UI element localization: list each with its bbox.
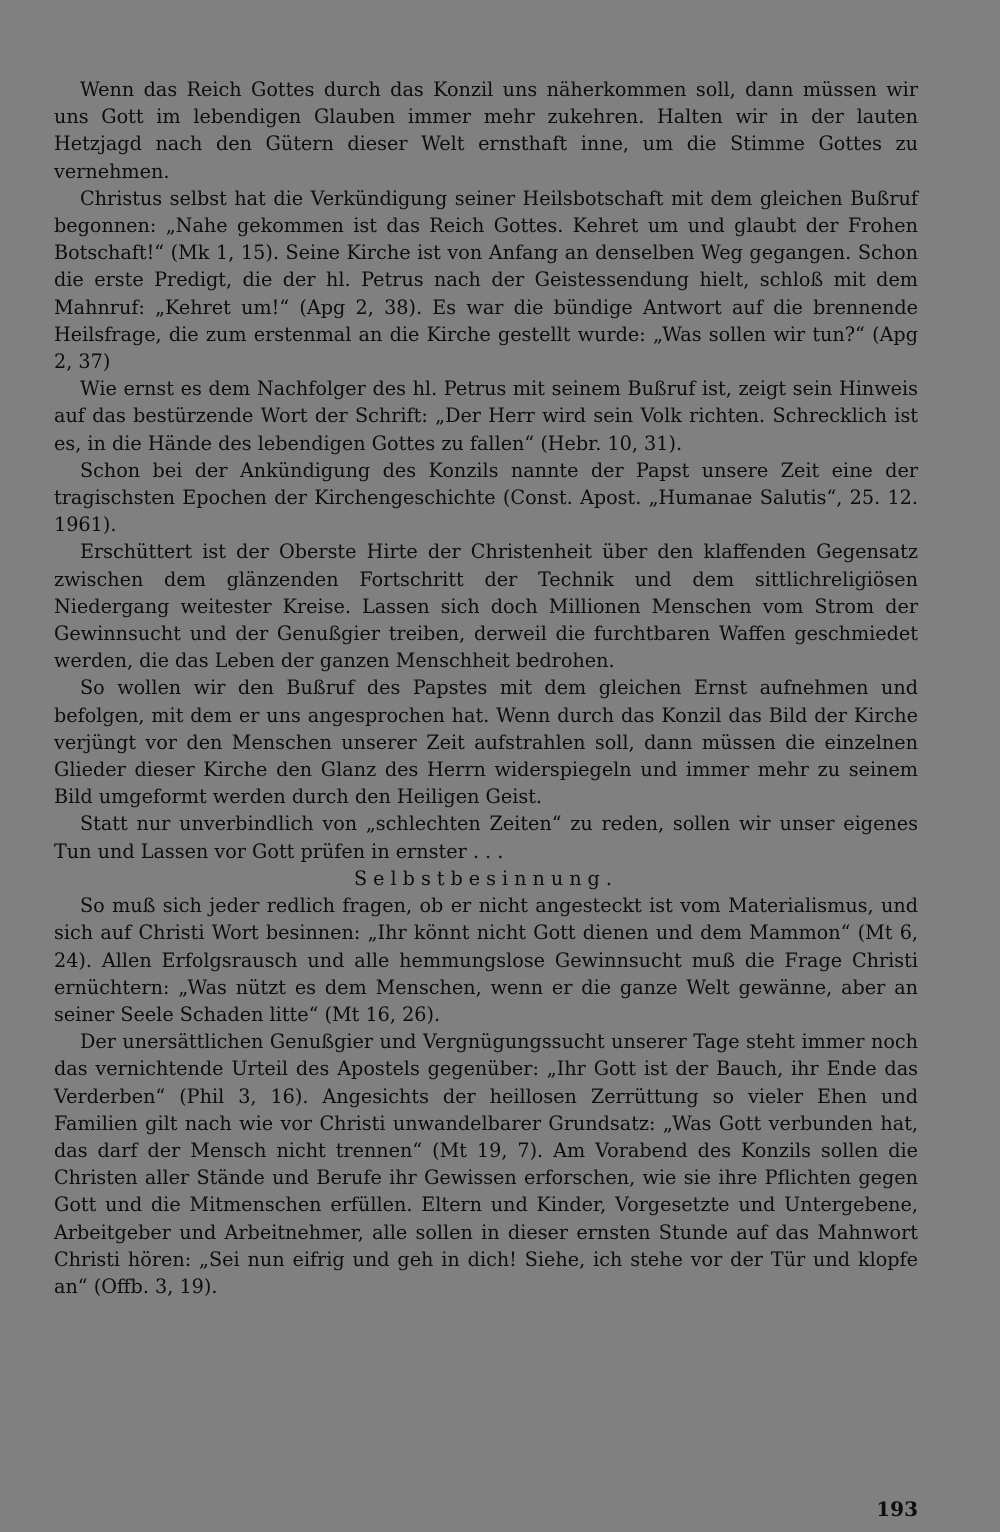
paragraph: So muß sich jeder redlich fragen, ob er nicht angesteckt ist vom Materialismus, und sich auf Christi Wort besinnen: „Ihr könnt nicht Gott dienen und dem Mammon“ (Mt 6, 24). Allen Erfolgsrausch und alle hemmungslose Gewinnsucht muß die Frage Christi ernüchtern: „Was nützt es dem Menschen, wenn er die ganze Welt gewänne, aber an seiner Seele Schaden litte“ (Mt 16, 26). [54, 894, 918, 1026]
paragraph: Erschüttert ist der Oberste Hirte der Christenheit über den klaffenden Gegensatz zwischen dem glänzenden Fortschritt der Technik und dem sittlichreligiösen Niedergang weitester Kreise. Lassen sich doch Millionen Menschen vom Strom der Gewinnsucht und der Genußgier treiben, derweil die furchtbaren Waffen geschmiedet werden, die das Leben der ganzen Menschheit bedrohen. [54, 540, 918, 673]
paragraph: Christus selbst hat die Verkündigung seiner Heilsbotschaft mit dem gleichen Bußruf begonnen: „Nahe gekommen ist das Reich Gottes. Kehret um und glaubt der Frohen Botschaft!“ (Mk 1, 15). Seine Kirche ist von Anfang an denselben Weg gegangen. Schon die erste Predigt, die der hl. Petrus nach der Geistessendung hielt, schloß mit dem Mahnruf: „Kehret um!“ (Apg 2, 38). Es war die bündige Antwort auf die brennende Heilsfrage, die zum erstenmal an die Kirche gestellt wurde: „Was sollen wir tun?“ (Apg 2, 37) [54, 186, 918, 374]
paragraph: Wie ernst es dem Nachfolger des hl. Petrus mit seinem Bußruf ist, zeigt sein Hinweis auf das bestürzende Wort der Schrift: „Der Herr wird sein Volk richten. Schrecklich ist es, in die Hände des lebendigen Gottes zu fallen“ (Hebr. 10, 31). [54, 377, 918, 455]
section-heading: Selbstbesinnung. [354, 866, 618, 890]
paragraph: Der unersättlichen Genußgier und Vergnügungssucht unserer Tage steht immer noch das vernichtende Urteil des Apostels gegenüber: „Ihr Gott ist der Bauch, ihr Ende das Verderben“ (Phil 3, 16). Angesichts der heillosen Zerrüttung so vieler Ehen und Familien gilt nach wie vor Christi unwandelbarer Grundsatz: „Was Gott verbunden hat, das darf der Mensch nicht trennen“ (Mt 19, 7). Am Vorabend des Konzils sollen die Christen aller Stände und Berufe ihr Gewissen erforschen, wie sie ihre Pflichten gegen Gott und die Mitmenschen erfüllen. Eltern und Kinder, Vorgesetzte und Untergebene, Arbeitgeber und Arbeitnehmer, alle sollen in dieser ernsten Stunde auf das Mahnwort Christi hören: „Sei nun eifrig und geh in dich! Siehe, ich stehe vor der Tür und klopfe an“ (Offb. 3, 19). [54, 1030, 918, 1298]
paragraph: Statt nur unverbindlich von „schlechten Zeiten“ zu reden, sollen wir unser eigenes Tun und Lassen vor Gott prüfen in ernster . . . [54, 812, 918, 863]
page-body [54, 76, 918, 1300]
page-number: 193 [876, 1497, 918, 1521]
paragraph: So wollen wir den Bußruf des Papstes mit dem gleichen Ernst aufnehmen und befolgen, mit dem er uns angesprochen hat. Wenn durch das Konzil das Bild der Kirche verjüngt vor den Menschen unserer Zeit aufstrahlen soll, dann müssen die einzelnen Glieder dieser Kirche den Glanz des Herrn widerspiegeln und immer mehr zu seinem Bild umgeformt werden durch den Heiligen Geist. [54, 676, 918, 809]
paragraph: Wenn das Reich Gottes durch das Konzil uns näherkommen soll, dann müssen wir uns Gott im lebendigen Glauben immer mehr zukehren. Halten wir in der lauten Hetzjagd nach den Gütern dieser Welt ernsthaft inne, um die Stimme Gottes zu vernehmen. [54, 78, 918, 183]
paragraph: Schon bei der Ankündigung des Konzils nannte der Papst unsere Zeit eine der tragischsten Epochen der Kirchengeschichte (Const. Apost. „Humanae Salutis“, 25. 12. 1961). [54, 458, 918, 537]
